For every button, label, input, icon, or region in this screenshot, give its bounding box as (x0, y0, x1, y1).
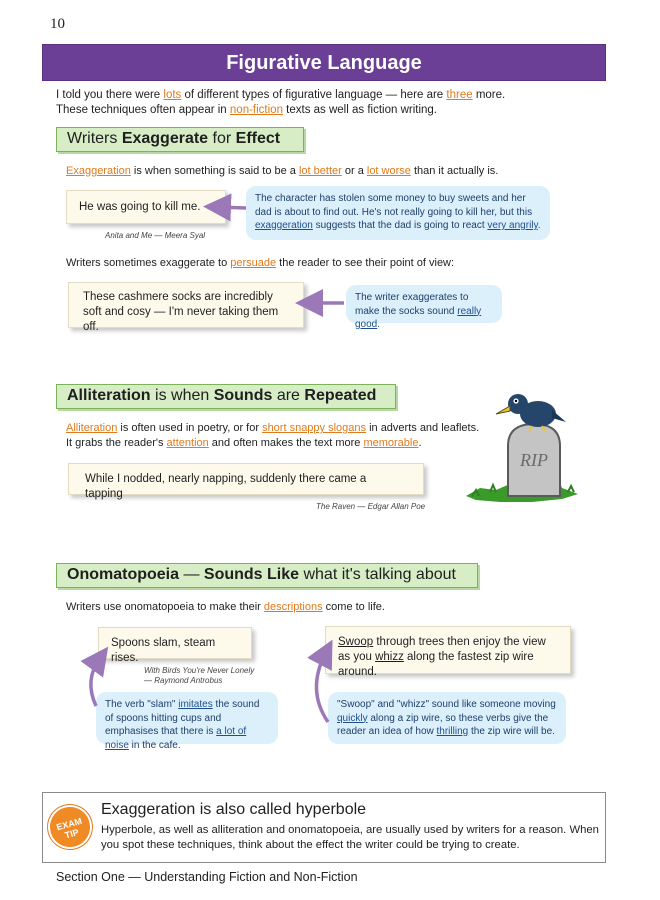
section-heading-exaggerate: Writers Exaggerate for Effect (56, 127, 304, 152)
section-heading-alliteration: Alliteration is when Sounds are Repeated (56, 384, 396, 409)
quote-source: The Raven — Edgar Allan Poe (316, 502, 426, 511)
quote-box: He was going to kill me. (66, 190, 226, 224)
exam-tip-badge: EXAM TIP (43, 800, 97, 854)
section-heading-onomatopoeia: Onomatopoeia — Sounds Like what it's talking about (56, 563, 478, 588)
page-title: Figurative Language (42, 44, 606, 81)
tip-text: Hyperbole, as well as alliteration and onomatopoeia, are usually used by writers for a reason. When you spot these techniques, think about the effect the writer could be trying to create. (101, 824, 599, 851)
quote-source: With Birds You're Never Lonely — Raymond Antrobus (144, 666, 255, 685)
alliteration-text: Alliteration is often used in poetry, or for short snappy slogans in adverts and leaflets. It grabs the reader's attention and often makes the text more memorable. (66, 422, 480, 449)
quote-box: Spoons slam, steam rises. (98, 627, 252, 659)
footer: Section One — Understanding Fiction and Non-Fiction (56, 870, 358, 884)
quote-box: While I nodded, nearly napping, suddenly there came a tapping (68, 463, 424, 495)
explanation-note: The character has stolen some money to buy sweets and her dad is about to find out. He's not really going to kill her, but this exaggeration suggests that the dad is going to react very angrily. (246, 186, 550, 240)
tip-title: Exaggeration is also called hyperbole (101, 801, 367, 818)
persuade-text: Writers sometimes exaggerate to persuade the reader to see their point of view: (66, 257, 455, 269)
explanation-note: The writer exaggerates to make the socks sound really good. (346, 285, 502, 323)
explanation-note: "Swoop" and "whizz" sound like someone moving quickly along a zip wire, so these verbs give the reader an idea of how thrilling the zip wire will be. (328, 692, 566, 744)
quote-box: Swoop through trees then enjoy the view as you whizz along the fastest zip wire around. (325, 626, 571, 674)
explanation-note: The verb "slam" imitates the sound of spoons hitting cups and emphasises that there is a lot of noise in the cafe. (96, 692, 278, 744)
exaggeration-definition: Exaggeration is when something is said to be a lot better or a lot worse than it actually is. (66, 165, 499, 177)
quote-source: Anita and Me — Meera Syal (105, 231, 206, 240)
quote-box: These cashmere socks are incredibly soft and cosy — I'm never taking them off. (68, 282, 304, 328)
page-number: 10 (50, 16, 65, 32)
intro-text: I told you there were lots of different types of figurative language — here are three more. These techniques often appear in non-fiction texts as well as fiction writing. (56, 89, 506, 116)
onomatopoeia-text: Writers use onomatopoeia to make their descriptions come to life. (66, 601, 385, 613)
grave-text: RIP (520, 450, 548, 470)
crow-gravestone-illustration (462, 384, 582, 508)
